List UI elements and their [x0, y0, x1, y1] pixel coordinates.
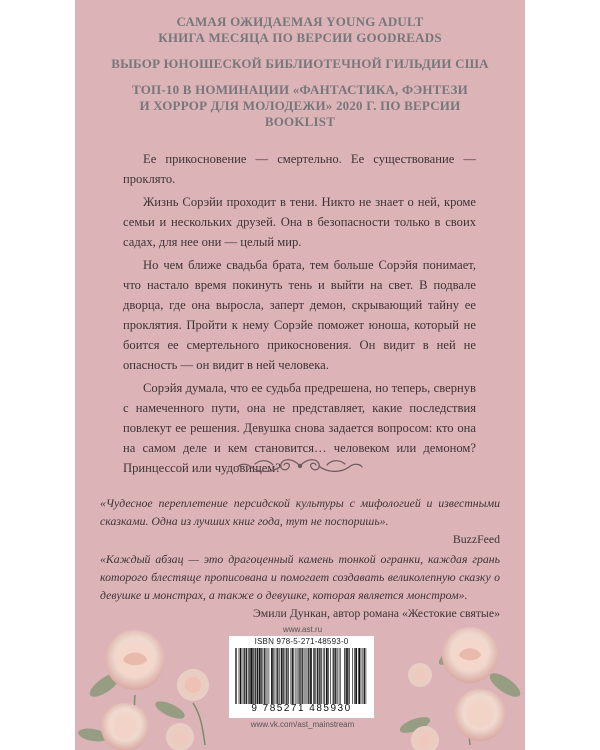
barcode-bar [297, 648, 298, 704]
barcode-bar [319, 648, 320, 704]
barcode-bar [314, 648, 315, 704]
review-quote-duncan [100, 550, 500, 622]
barcode-bar [277, 648, 278, 704]
barcode-bar [240, 648, 241, 704]
barcode-bar [255, 648, 256, 704]
barcode-bar [251, 648, 252, 704]
barcode-bar [311, 648, 312, 704]
barcode-bar [364, 648, 365, 704]
barcode-bar [272, 648, 273, 704]
barcode-bar [255, 648, 256, 704]
barcode-bar [256, 648, 257, 704]
barcode-bar [334, 648, 335, 704]
barcode-bar [252, 648, 253, 704]
barcode-bar [330, 648, 331, 704]
barcode-bar [302, 648, 303, 704]
barcode-bar [292, 648, 293, 704]
barcode-bar [273, 648, 274, 704]
awards-block [75, 14, 525, 140]
barcode-bar [278, 648, 279, 704]
barcode-bar [358, 648, 359, 704]
award-line: И ХОРРОР ДЛЯ МОЛОДЕЖИ» 2020 Г. ПО ВЕРСИИ [139, 98, 461, 113]
flourish-ornament-icon [235, 455, 365, 477]
barcode-bar [326, 648, 327, 704]
barcode-bar [279, 648, 280, 704]
barcode-bar [283, 648, 284, 704]
barcode-bar [333, 648, 334, 704]
publisher-url: www.ast.ru [282, 625, 323, 634]
barcode-bar [313, 648, 314, 704]
barcode-bar [333, 648, 334, 704]
barcode-bar [324, 648, 325, 704]
barcode-bar [337, 648, 338, 704]
barcode-bar [317, 648, 318, 704]
barcode-bar [253, 648, 254, 704]
barcode-bar [286, 648, 287, 704]
award-goodreads [75, 14, 525, 46]
barcode-bar [347, 648, 348, 704]
barcode-bar [340, 648, 341, 704]
book-description [123, 149, 476, 481]
award-line: САМАЯ ОЖИДАЕМАЯ YOUNG ADULT [176, 14, 424, 29]
quote-text: «Каждый абзац — это драгоценный камень тонкой огранки, каждая грань которого блестяще прописована и помогает создавать великолепную сказку о девушке и монстрах, а также о девушке, которая является монстром». [100, 552, 500, 602]
barcode-bar [239, 648, 240, 704]
barcode-bar [315, 648, 316, 704]
book-back-cover [75, 0, 525, 750]
barcode-bar [284, 648, 285, 704]
barcode-bar [327, 648, 328, 704]
barcode-bar [287, 648, 288, 704]
description-paragraph: Жизнь Сорэйи проходит в тени. Никто не знает о ней, кроме семьи и нескольких друзей. Она в безопасности только в своих садах, для нее они — целый мир. [123, 195, 476, 249]
quote-author: Эмили Дункан, автор романа «Жестокие святые» [253, 606, 500, 620]
barcode-bar [339, 648, 340, 704]
barcode-bar [355, 648, 356, 704]
barcode-bar [244, 648, 245, 704]
barcode-bar [293, 648, 294, 704]
award-library-guild [75, 56, 525, 72]
award-line: BOOKLIST [264, 114, 336, 129]
barcode-bar [267, 648, 268, 704]
barcode-bar [245, 648, 246, 704]
barcode-bar [250, 648, 251, 704]
barcode-bar [352, 648, 353, 704]
barcode-bar [300, 648, 301, 704]
barcode-bar [361, 648, 362, 704]
barcode-bar [344, 648, 345, 704]
barcode-bar [281, 648, 282, 704]
review-quote-buzzfeed [100, 494, 500, 548]
description-paragraph: Сорэйя думала, что ее судьба предрешена, но теперь, свернув с намеченного пути, она не представляет, какие последствия повлекут ее решения. Девушка снова задается вопросом: кто она на самом деле и кем становится… человеком или демоном? Принцессой или чудовищем? [123, 381, 476, 475]
barcode-bar [305, 648, 306, 704]
barcode-bar [306, 648, 307, 704]
barcode-bar [259, 648, 260, 704]
barcode-bar [356, 648, 357, 704]
publisher-social-url: www.vk.com/ast_mainstream [250, 720, 355, 729]
barcode-bar [328, 648, 329, 704]
barcode-bar [349, 648, 350, 704]
barcode-icon [235, 648, 368, 704]
description-paragraph: Но чем ближе свадьба брата, тем больше Сорэйя понимает, что настало время покинуть тень и выйти на свет. В подвале дворца, где она выросла, заперт демон, скрывающий тайну ее проклятия. Пройти к нему Сорэйе поможет юноша, который не боится ее смертельного прикосновения. Он видит в ней не опасность — он видит в ней человека. [123, 258, 476, 372]
barcode-bar [258, 648, 259, 704]
barcode-bar [242, 648, 243, 704]
barcode-bar [251, 648, 252, 704]
barcode-bar [303, 648, 304, 704]
barcode-bar [346, 648, 347, 704]
barcode-bar [299, 648, 300, 704]
barcode-bar [310, 648, 311, 704]
barcode-bar [264, 648, 265, 704]
award-booklist [75, 82, 525, 130]
barcode-bar [335, 648, 336, 704]
barcode-bar [260, 648, 261, 704]
barcode-bar [327, 648, 328, 704]
description-paragraph: Ее прикосновение — смертельно. Ее существование — проклято. [123, 152, 476, 186]
barcode-label [229, 636, 374, 718]
barcode-bar [261, 648, 262, 704]
barcode-bar [240, 648, 241, 704]
barcode-bar [291, 648, 292, 704]
barcode-bar [356, 648, 357, 704]
award-line: ТОП-10 В НОМИНАЦИИ «ФАНТАСТИКА, ФЭНТЕЗИ [132, 82, 468, 97]
barcode-bar [295, 648, 296, 704]
barcode-bar [266, 648, 267, 704]
barcode-bar [236, 648, 237, 704]
quote-text: «Чудесное переплетение персидской культуры с мифологией и известными сказками. Одна из лучших книг года, тут не поспоришь». [100, 496, 500, 528]
barcode-bar [363, 648, 364, 704]
barcode-bar [359, 648, 360, 704]
barcode-bar [276, 648, 277, 704]
barcode-bar [257, 648, 258, 704]
barcode-bar [348, 648, 349, 704]
barcode-bar [244, 648, 245, 704]
barcode-bar [354, 648, 355, 704]
barcode-bar [320, 648, 321, 704]
barcode-bar [321, 648, 322, 704]
barcode-bar [319, 648, 320, 704]
award-line: ВЫБОР ЮНОШЕСКОЙ БИБЛИОТЕЧНОЙ ГИЛЬДИИ США [111, 56, 489, 71]
barcode-bar [308, 648, 309, 704]
barcode-bar [302, 648, 303, 704]
barcode-bar [347, 648, 348, 704]
barcode-digits: 9 785271 485930 [251, 703, 352, 714]
barcode-bar [364, 648, 365, 704]
award-line: КНИГА МЕСЯЦА ПО ВЕРСИИ GOODREADS [158, 30, 442, 45]
barcode-bar [317, 648, 318, 704]
barcode-bar [272, 648, 273, 704]
barcode-bar [264, 648, 265, 704]
barcode-bar [288, 648, 289, 704]
barcode-bar [271, 648, 272, 704]
barcode-bar [366, 648, 367, 704]
quote-author: BuzzFeed [452, 532, 500, 546]
barcode-bar [248, 648, 249, 704]
barcode-bar [309, 648, 310, 704]
barcode-bar [323, 648, 324, 704]
barcode-bar [345, 648, 346, 704]
barcode-bar [311, 648, 312, 704]
barcode-bar [286, 648, 287, 704]
isbn-number: ISBN 978-5-271-48593-0 [254, 637, 349, 646]
barcode-bar [308, 648, 309, 704]
barcode-bar [292, 648, 293, 704]
barcode-bar [282, 648, 283, 704]
barcode-bar [249, 648, 250, 704]
barcode-bar [281, 648, 282, 704]
barcode-bar [259, 648, 260, 704]
barcode-bar [359, 648, 360, 704]
barcode-bar [269, 648, 270, 704]
barcode-bar [275, 648, 276, 704]
barcode-bar [235, 648, 236, 704]
barcode-bar [336, 648, 337, 704]
barcode-bar [247, 648, 248, 704]
barcode-bar [298, 648, 299, 704]
barcode-bar [262, 648, 263, 704]
barcode-bar [246, 648, 247, 704]
